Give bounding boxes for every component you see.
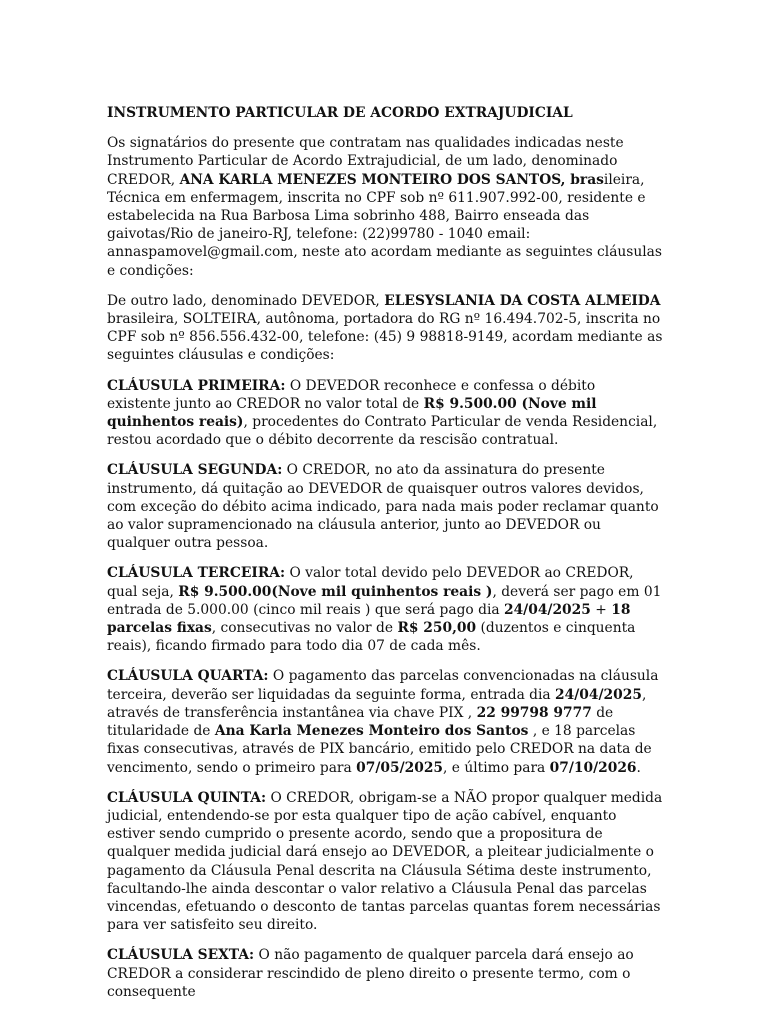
text: , e último para — [443, 759, 550, 776]
text: brasileira, SOLTEIRA, autônoma, portadora do RG nº 16.494.702-5, inscrita no CPF sob nº 856.556.432-00, telefone: (45) 9 98818-9149, acordam mediante as seguintes cláusulas e condições: — [107, 311, 663, 364]
text: (duzentos e cinquenta reais), ficando firmado para todo dia 07 de cada mês. — [107, 620, 636, 655]
clause-heading: CLÁUSULA QUARTA: — [107, 668, 269, 685]
text: O CREDOR, no ato da assinatura do presente instrumento, dá quitação ao DEVEDOR de quaisquer outros valores devidos, com exceção do débito acima indicado, para nada mais poder reclamar quanto ao valor supramencionado na cláusula anterior, junto ao DEVEDOR ou qualquer outra pessoa. — [107, 462, 659, 552]
clause-heading: CLÁUSULA TERCEIRA: — [107, 565, 286, 582]
text: O valor total devido pelo DEVEDOR ao CREDOR, qual seja, — [107, 565, 634, 600]
pix-holder: Ana Karla Menezes Monteiro dos Santos — [214, 723, 529, 740]
paragraph-debtor — [107, 292, 663, 365]
clause-heading: CLÁUSULA QUINTA: — [107, 789, 267, 806]
text: . — [636, 759, 641, 776]
clause-heading: CLÁUSULA SEXTA: — [107, 947, 255, 964]
clause-third — [107, 564, 663, 655]
debtor-name: ELESYSLANIA DA COSTA ALMEIDA — [384, 292, 661, 309]
entry-date: 24/04/2025 — [503, 601, 591, 618]
clause-heading: CLÁUSULA PRIMEIRA: — [107, 377, 286, 394]
text: O pagamento das parcelas convencionadas na cláusula terceira, deverão ser liquidadas da seguinte forma, entrada dia — [107, 668, 659, 703]
creditor-name: ANA KARLA MENEZES MONTEIRO DOS SANTOS, bras — [179, 171, 604, 188]
text: , e 18 parcelas fixas consecutivas, através de PIX bancário, emitido pelo CREDOR na data de vencimento, sendo o primeiro para — [107, 723, 652, 776]
pix-key: 22 99798 9777 — [476, 704, 592, 721]
total-amount: R$ 9.500.00 (Nove mil quinhentos reais) — [107, 395, 597, 431]
total-amount: R$ 9.500.00(Nove mil quinhentos reais ) — [178, 583, 493, 600]
text: O DEVEDOR reconhece e confessa o débito existente junto ao CREDOR no valor total de — [107, 377, 596, 412]
clause-second — [107, 461, 663, 552]
clause-fourth — [107, 667, 663, 776]
text: Os signatários do presente que contratam nas qualidades indicadas neste Instrumento Particular de Acordo Extrajudicial, de um lado, denominado CREDOR, — [107, 135, 624, 188]
text: , através de transferência instantânea via chave PIX , — [107, 686, 647, 721]
clause-sixth — [107, 946, 663, 1001]
installments-count: 18 parcelas fixas — [107, 601, 631, 637]
paragraph-creditor — [107, 134, 663, 280]
clause-first — [107, 377, 663, 450]
text: O CREDOR, obrigam-se a NÃO propor qualquer medida judicial, entendendo-se por esta qualquer tipo de ação cabível, enquanto estiver sendo cumprido o presente acordo, sendo que a propositura de qualquer medida judicial dará ensejo ao DEVEDOR, a pleitear judicialmente o pagamento da Cláusula Penal descrita na Cláusula Sétima deste instrumento, facultando-lhe ainda descontar o valor relativo a Cláusula Penal das parcelas vincendas, efetuando o desconto de tantas parcelas quantas forem necessárias para ver satisfeito seu direito. — [107, 789, 663, 934]
document-title: INSTRUMENTO PARTICULAR DE ACORDO EXTRAJUDICIAL — [107, 105, 573, 121]
document-body — [107, 104, 663, 1013]
last-installment-date: 07/10/2026 — [549, 759, 637, 776]
installment-value: R$ 250,00 — [397, 620, 477, 637]
text: ileira, Técnica em enfermagem, inscrita no CPF sob nº 611.907.992-00, residente e estabelecida na Rua Barbosa Lima sobrinho 488, Bairro enseada das gaivotas/Rio de janeiro-RJ, telefone: (22)99780 - 1040 email: annaspamovel@gmail.com, neste ato acordam mediante as seguintes cláusulas e condições: — [107, 171, 662, 279]
text: de titularidade de — [107, 704, 614, 740]
text: O não pagamento de qualquer parcela dará ensejo ao CREDOR a considerar rescindido de pleno direito o presente termo, com o consequente — [107, 947, 634, 1000]
text: + — [590, 601, 612, 618]
clause-heading: CLÁUSULA SEGUNDA: — [107, 462, 283, 479]
clause-fifth — [107, 789, 663, 935]
entry-date: 24/04/2025 — [555, 686, 642, 703]
text: , deverá ser pago em 01 entrada de 5.000.00 (cinco mil reais ) que será pago dia — [107, 583, 662, 618]
first-installment-date: 07/05/2025 — [356, 759, 444, 776]
text: , procedentes do Contrato Particular de venda Residencial, restou acordado que o débito decorrente da rescisão contratual. — [107, 414, 658, 449]
text: De outro lado, denominado DEVEDOR, — [107, 292, 385, 309]
text: , consecutivas no valor de — [211, 620, 398, 637]
